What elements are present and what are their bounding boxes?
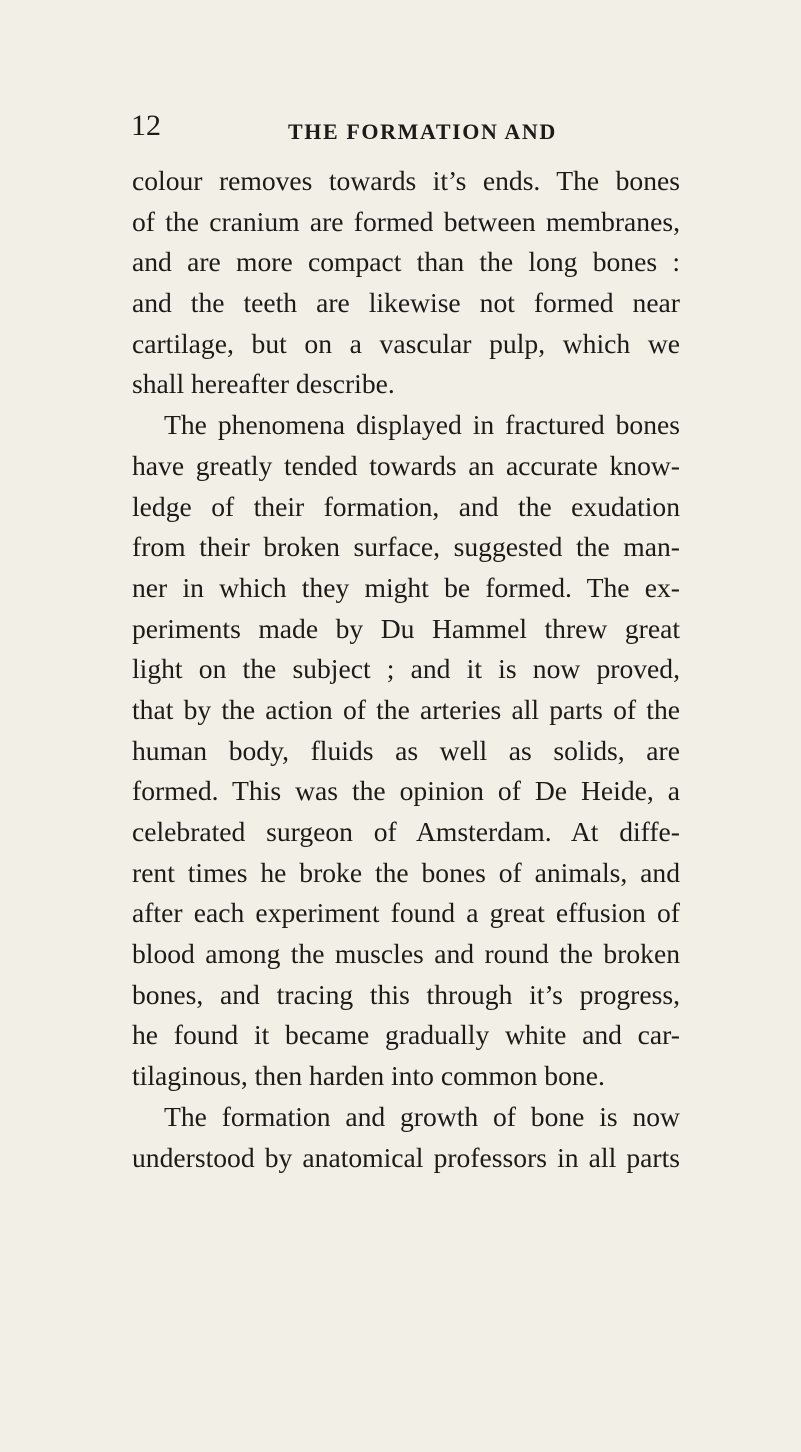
text-line: after each experiment found a great effusion of (132, 897, 680, 929)
text-line: and are more compact than the long bones : (132, 246, 680, 278)
text-line: have greatly tended towards an accurate know- (132, 449, 680, 481)
text-line: formed. This was the opinion of De Heide, a (132, 775, 680, 807)
text-line: human body, fluids as well as solids, are (132, 734, 680, 766)
text-line: periments made by Du Hammel threw great (132, 612, 680, 644)
text-line: that by the action of the arteries all parts of the (132, 693, 680, 725)
running-head: THE FORMATION AND (288, 119, 557, 144)
text-line: light on the subject ; and it is now proved, (132, 653, 680, 685)
page-number: 12 (131, 109, 161, 142)
text-line: blood among the muscles and round the broken (132, 938, 680, 970)
text-line: colour removes towards it’s ends. The bones (132, 165, 680, 196)
text-line: ner in which they might be formed. The ex- (132, 571, 680, 603)
text-line: ledge of their formation, and the exudation (132, 490, 680, 522)
text-line: The formation and growth of bone is now (164, 1100, 680, 1132)
text-line: shall hereafter describe. (132, 368, 395, 400)
text-line: celebrated surgeon of Amsterdam. At diffe- (132, 816, 680, 847)
text-line: cartilage, but on a vascular pulp, which we (132, 327, 680, 359)
text-line: of the cranium are formed between membranes, (132, 205, 680, 237)
text-line: from their broken surface, suggested the man- (132, 531, 680, 563)
text-line: he found it became gradually white and car- (132, 1019, 680, 1051)
text-line: The phenomena displayed in fractured bones (164, 409, 680, 441)
text-line: tilaginous, then harden into common bone. (132, 1060, 605, 1092)
text-line: bones, and tracing this through it’s progress, (132, 978, 680, 1010)
body-text (132, 161, 680, 1178)
text-line: understood by anatomical professors in all parts (132, 1141, 680, 1173)
text-line: rent times he broke the bones of animals, and (132, 856, 680, 888)
text-line: and the teeth are likewise not formed near (132, 287, 680, 319)
